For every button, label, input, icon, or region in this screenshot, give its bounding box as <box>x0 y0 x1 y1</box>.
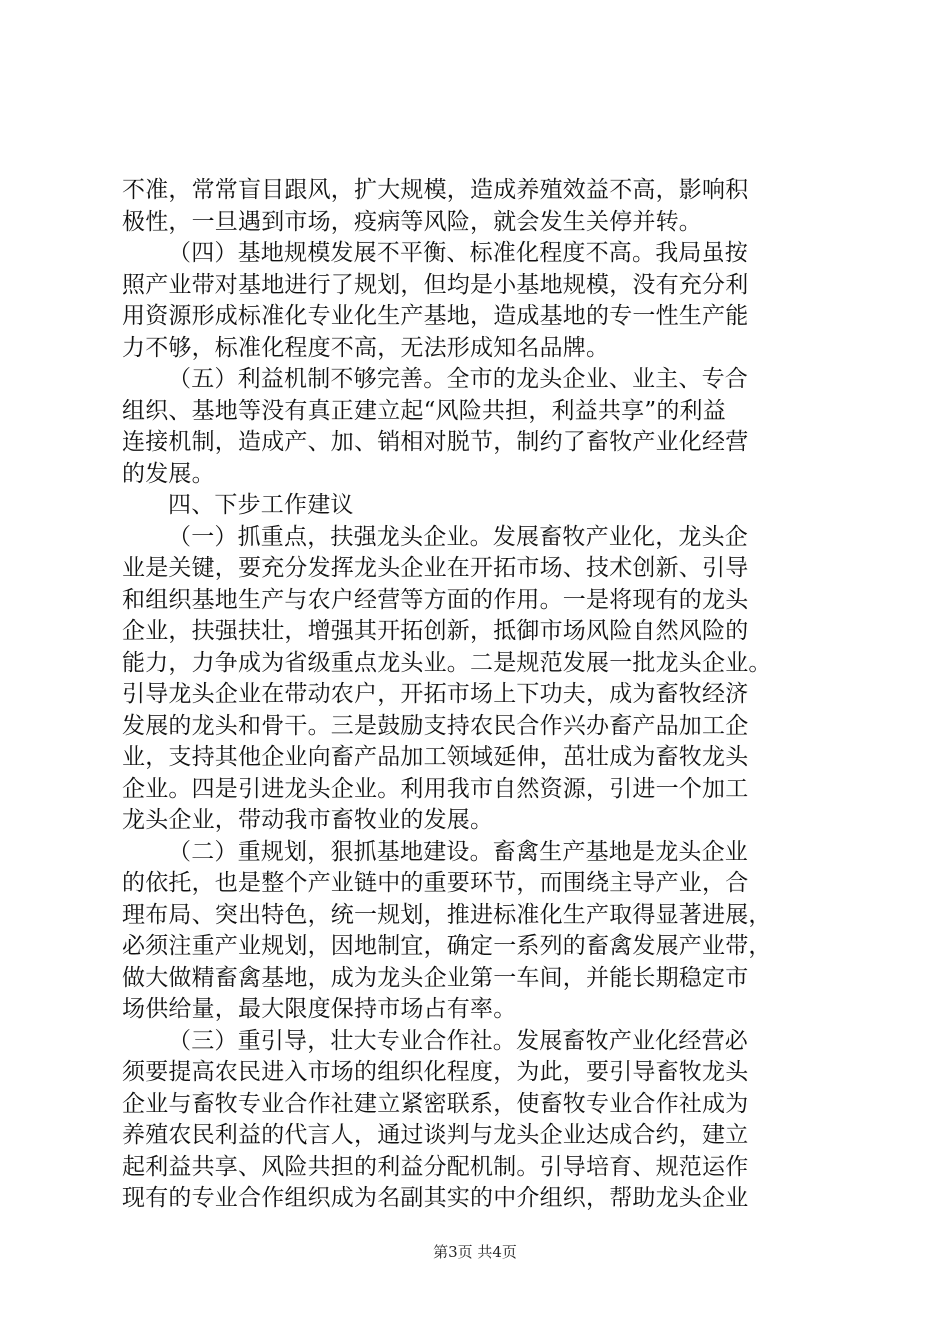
text-line: 做大做精畜禽基地，成为龙头企业第一车间，并能长期稳定市 <box>122 964 749 991</box>
text-line: （五）利益机制不够完善。全市的龙头企业、业主、专合 <box>168 366 748 392</box>
text-line: （一）抓重点，扶强龙头企业。发展畜牧产业化，龙头企 <box>168 523 748 550</box>
text-line: 场供给量，最大限度保持市场占有率。 <box>122 996 517 1022</box>
text-line: 现有的专业合作组织成为名副其实的中介组织，帮助龙头企业 <box>122 1185 749 1211</box>
document-body <box>122 175 832 1215</box>
text-line: 企业与畜牧专业合作社建立紧密联系，使畜牧专业合作社成为 <box>122 1090 749 1117</box>
text-line: 发展的龙头和骨干。三是鼓励支持农民合作兴办畜产品加工企 <box>122 712 749 739</box>
text-line: 龙头企业，带动我市畜牧业的发展。 <box>122 807 494 833</box>
text-line: 企业，扶强扶壮，增强其开拓创新，抵御市场风险自然风险的 <box>122 618 749 644</box>
text-line: 照产业带对基地进行了规划，但均是小基地规模，没有充分利 <box>122 271 749 298</box>
text-line: 业是关键，要充分发挥龙头企业在开拓市场、技术创新、引导 <box>122 555 749 581</box>
text-line: 引导龙头企业在带动农户，开拓市场上下功夫，成为畜牧经济 <box>122 681 749 707</box>
text-line: 起利益共享、风险共担的利益分配机制。引导培育、规范运作 <box>122 1153 749 1180</box>
text-line: 的依托，也是整个产业链中的重要环节，而围绕主导产业，合 <box>122 870 749 896</box>
text-line: 企业。四是引进龙头企业。利用我市自然资源，引进一个加工 <box>122 775 749 802</box>
text-line: 力不够，标准化程度不高，无法形成知名品牌。 <box>122 334 610 361</box>
text-line: 不准，常常盲目跟风，扩大规模，造成养殖效益不高，影响积 <box>122 177 749 203</box>
text-line: 养殖农民利益的代言人，通过谈判与龙头企业达成合约，建立 <box>122 1122 749 1148</box>
text-line: 必须注重产业规划，因地制宜，确定一系列的畜禽发展产业带， <box>122 933 772 959</box>
text-line: （三）重引导，壮大专业合作社。发展畜牧产业化经营必 <box>168 1027 748 1054</box>
text-line: 能力，力争成为省级重点龙头业。二是规范发展一批龙头企业。 <box>122 649 772 676</box>
text-line: （二）重规划，狠抓基地建设。畜禽生产基地是龙头企业 <box>168 838 748 865</box>
text-line: 四、下步工作建议 <box>168 492 354 518</box>
text-line: 用资源形成标准化专业化生产基地，造成基地的专一性生产能 <box>122 303 749 329</box>
text-line: （四）基地规模发展不平衡、标准化程度不高。我局虽按 <box>168 240 748 266</box>
text-line: 组织、基地等没有真正建立起“风险共担，利益共享”的利益 <box>122 397 726 424</box>
text-line: 业，支持其他企业向畜产品加工领域延伸，茁壮成为畜牧龙头 <box>122 744 749 770</box>
text-line: 连接机制，造成产、加、销相对脱节，制约了畜牧产业化经营 <box>122 429 749 455</box>
page-footer: 第3页 共4页 <box>433 1243 517 1261</box>
text-line: 极性，一旦遇到市场，疫病等风险，就会发生关停并转。 <box>122 208 702 235</box>
text-line: 须要提高农民进入市场的组织化程度，为此，要引导畜牧龙头 <box>122 1059 749 1085</box>
text-line: 和组织基地生产与农户经营等方面的作用。一是将现有的龙头 <box>122 586 749 613</box>
text-line: 的发展。 <box>122 460 215 487</box>
text-line: 理布局、突出特色，统一规划，推进标准化生产取得显著进展， <box>122 901 772 928</box>
